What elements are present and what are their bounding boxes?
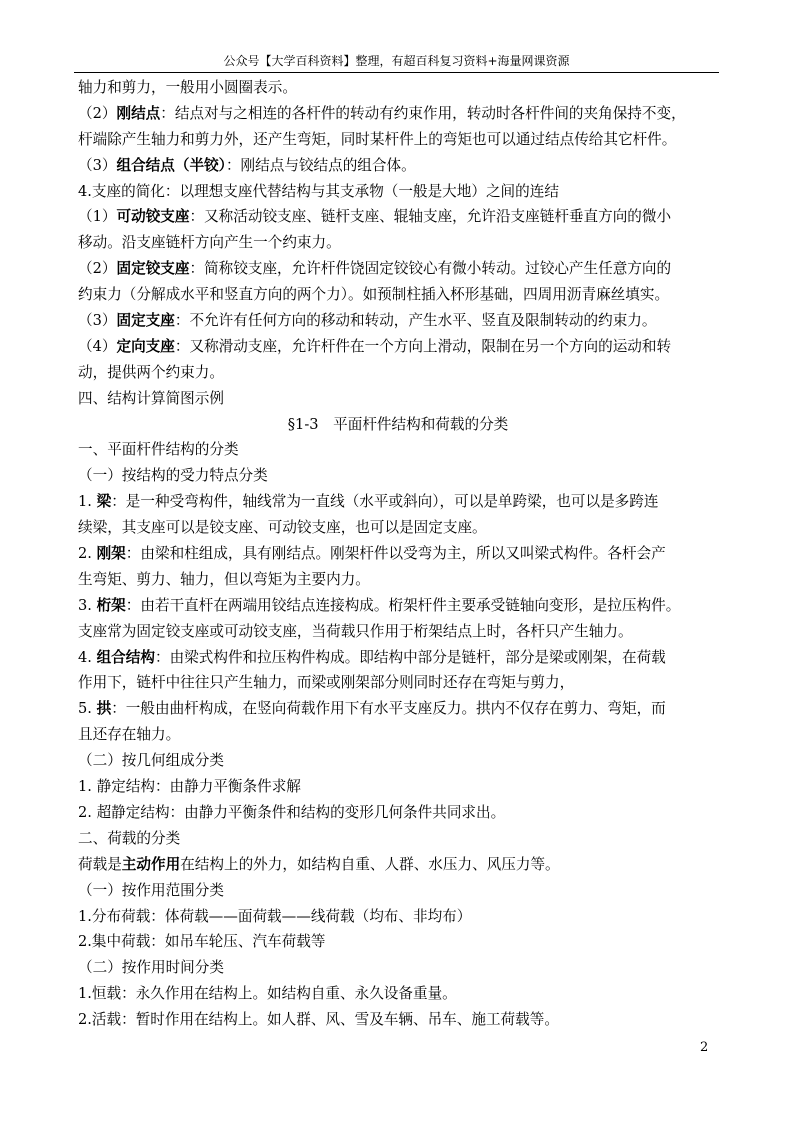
bold-term: 可动铰支座	[116, 208, 190, 226]
line-prefix: 4.	[78, 648, 97, 666]
text-line: 1. 静定结构：由静力平衡条件求解	[78, 778, 301, 796]
text-line	[78, 593, 718, 619]
line-text: ：一般由曲杆构成，在竖向荷载作用下有水平支座反力。拱内不仅存在剪力、弯矩，而	[111, 700, 666, 718]
text-line: 1.分布荷载：体荷载——面荷载——线荷载（均布、非均布）	[78, 907, 472, 925]
document-body	[78, 75, 718, 1033]
bold-term: 主动作用	[121, 855, 181, 873]
text-line: 二、荷载的分类	[78, 829, 181, 847]
text-line	[78, 541, 718, 567]
section-title: §1-3 平面杆件结构和荷载的分类	[287, 415, 509, 433]
line-prefix: （2）	[78, 260, 117, 278]
bold-term: 固定支座	[116, 312, 175, 330]
line-prefix: 5.	[78, 700, 97, 718]
text-line	[78, 645, 718, 671]
bold-term: 组合结点（半铰）	[116, 156, 226, 174]
line-prefix: 荷载是	[78, 855, 122, 873]
bold-term: 拱	[96, 700, 112, 718]
text-line: 续梁，其支座可以是铰支座、可动铰支座，也可以是固定支座。	[78, 519, 487, 537]
text-line: （二）按作用时间分类	[78, 959, 224, 977]
line-prefix: 3.	[78, 596, 97, 614]
bold-term: 刚结点	[116, 104, 161, 122]
text-line: 支座常为固定铰支座或可动铰支座，当荷载只作用于桁架结点上时，各杆只产生轴力。	[78, 622, 633, 640]
line-text: ：简称铰支座，允许杆件饶固定铰铰心有微小转动。过铰心产生任意方向的	[189, 260, 672, 278]
bold-term: 固定铰支座	[116, 260, 190, 278]
text-line: 杆端除产生轴力和剪力外，还产生弯矩，同时某杆件上的弯矩也可以通过结点传给其它杆件。	[78, 130, 677, 148]
text-line: （二）按几何组成分类	[78, 752, 224, 770]
bold-term: 定向支座	[116, 337, 175, 355]
bold-term: 刚架	[96, 545, 126, 563]
text-line: 4.支座的简化：以理想支座代替结构与其支承物（一般是大地）之间的连结	[78, 182, 559, 200]
bold-term: 梁	[96, 493, 112, 511]
line-prefix: （1）	[78, 208, 117, 226]
text-line: 2.集中荷载：如吊车轮压、汽车荷载等	[78, 933, 326, 951]
line-prefix: （3）	[78, 156, 117, 174]
text-line: 且还存在轴力。	[78, 726, 181, 744]
line-text: ：结点对与之相连的各杆件的转动有约束作用，转动时各杆件间的夹角保持不变，	[160, 104, 686, 122]
text-line: 四、结构计算简图示例	[78, 389, 224, 407]
line-text: ：由梁式构件和拉压构件构成。即结构中部分是链杆，部分是梁或刚架，在荷载	[154, 648, 666, 666]
line-text: 在结构上的外力，如结构自重、人群、水压力、风压力等。	[180, 855, 560, 873]
line-prefix: （4）	[78, 337, 117, 355]
bold-term: 组合结构	[96, 648, 155, 666]
line-text: ：又称滑动支座，允许杆件在一个方向上滑动，限制在另一个方向的运动和转	[174, 337, 672, 355]
text-line: 约束力（分解成水平和竖直方向的两个力）。如预制柱插入杯形基础，四周用沥青麻丝填实。	[78, 286, 670, 304]
line-prefix: 1.	[78, 493, 97, 511]
text-line	[78, 852, 718, 878]
line-prefix: 2.	[78, 545, 97, 563]
text-line	[78, 489, 718, 515]
text-line: （一）按作用范围分类	[78, 881, 224, 899]
line-prefix: （2）	[78, 104, 117, 122]
text-line	[78, 308, 718, 334]
text-line: 1.恒载：永久作用在结构上。如结构自重、永久设备重量。	[78, 985, 457, 1003]
line-text: ：不允许有任何方向的移动和转动，产生水平、竖直及限制转动的约束力。	[174, 312, 657, 330]
line-text: ：由若干直杆在两端用铰结点连接构成。桁架杆件主要承受链轴向变形，是拉压构件。	[125, 596, 681, 614]
text-line: 作用下，链杆中往往只产生轴力，而梁或刚架部分则同时还存在弯矩与剪力，	[78, 674, 575, 692]
line-text: ：又称活动铰支座、链杆支座、辊轴支座，允许沿支座链杆垂直方向的微小	[189, 208, 672, 226]
line-text: ：刚结点与铰结点的组合体。	[225, 156, 416, 174]
text-line: 2. 超静定结构：由静力平衡条件和结构的变形几何条件共同求出。	[78, 803, 506, 821]
page-number: 2	[700, 1040, 709, 1055]
page-header: 公众号【大学百科资料】整理，有超百科复习资料+海量网课资源	[223, 54, 570, 68]
bold-term: 桁架	[96, 596, 126, 614]
text-line: 2.活载：暂时作用在结构上。如人群、风、雪及车辆、吊车、施工荷载等。	[78, 1011, 559, 1029]
text-line	[78, 334, 718, 360]
text-line	[78, 256, 718, 282]
text-line	[78, 204, 718, 230]
text-line: 移动。沿支座链杆方向产生一个约束力。	[78, 234, 341, 252]
line-prefix: （3）	[78, 312, 117, 330]
text-line	[78, 101, 718, 127]
text-line: 一、平面杆件结构的分类	[78, 441, 239, 459]
text-line: （一）按结构的受力特点分类	[78, 467, 268, 485]
header-divider	[74, 72, 719, 73]
line-text: ：是一种受弯构件，轴线常为一直线（水平或斜向），可以是单跨梁，也可以是多跨连	[111, 493, 659, 511]
text-line	[78, 696, 718, 722]
text-line: 轴力和剪力，一般用小圆圈表示。	[78, 79, 297, 96]
text-line	[78, 153, 718, 179]
text-line: 生弯矩、剪力、轴力，但以弯矩为主要内力。	[78, 570, 370, 588]
line-text: ：由梁和柱组成，具有刚结点。刚架杆件以受弯为主，所以又叫梁式构件。各杆会产	[125, 545, 666, 563]
text-line: 动，提供两个约束力。	[78, 363, 224, 381]
